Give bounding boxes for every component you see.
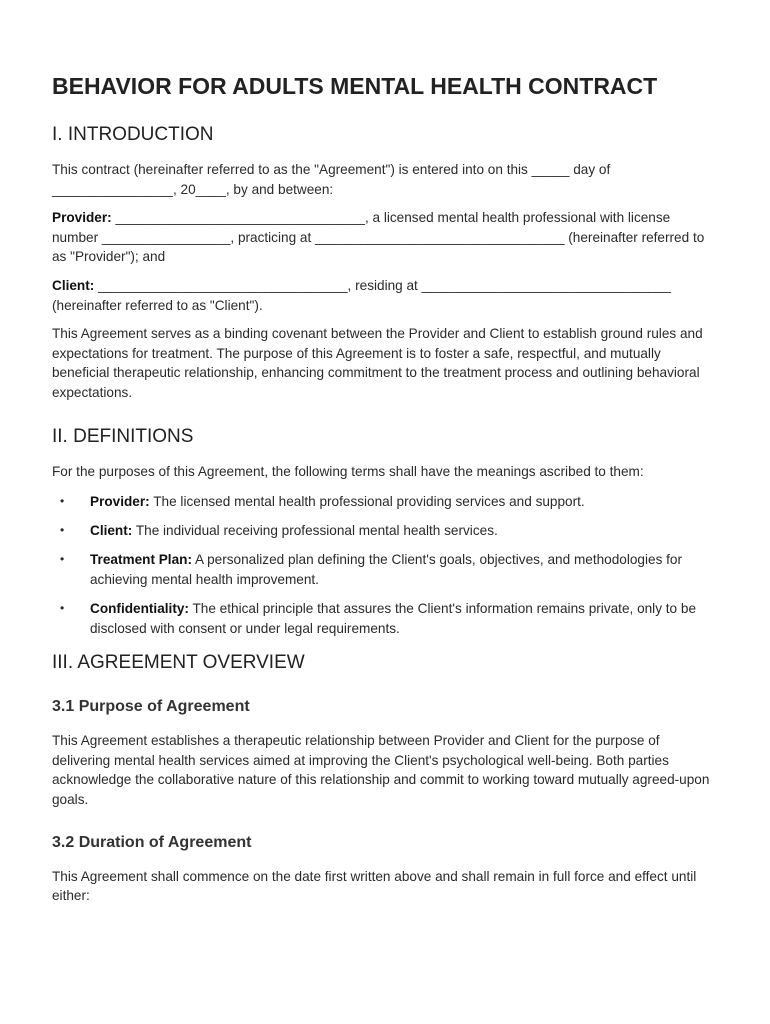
list-item bbox=[52, 599, 718, 638]
bullet-icon: • bbox=[60, 494, 65, 509]
definition-text: The ethical principle that assures the Client's information remains private, only to be disclosed with consent or under legal requirements. bbox=[90, 601, 697, 636]
purpose-text: This Agreement establishes a therapeutic relationship between Provider and Client for the purpose of delivering mental health services aimed at improving the Client's psychological well-being. Both parties acknowledge the collaborative nature of this relationship and commit to working toward mutually agreed-upon goals. bbox=[52, 733, 710, 807]
definition-term: Treatment Plan: bbox=[90, 552, 192, 568]
definition-text: A personalized plan defining the Client's goals, objectives, and methodologies for achieving mental health improvement. bbox=[90, 552, 683, 587]
list-item bbox=[52, 550, 718, 589]
purpose-paragraph: This Agreement serves as a binding covenant between the Provider and Client to establish ground rules and expectations for treatment. The purpose of this Agreement is to foster a safe, respectful, and mutually beneficial therapeutic relationship, enhancing commitment to the treatment process and outlining behavioral expectations. bbox=[52, 326, 703, 400]
definition-text: The individual receiving professional mental health services. bbox=[132, 523, 498, 539]
definitions-intro: For the purposes of this Agreement, the following terms shall have the meanings ascribed to them: bbox=[52, 463, 644, 479]
definition-text: The licensed mental health professional providing services and support. bbox=[149, 494, 585, 510]
definition-term: Confidentiality: bbox=[90, 601, 189, 616]
bullet-icon: • bbox=[60, 523, 65, 538]
duration-subheading: 3.2 Duration of Agreement bbox=[52, 833, 252, 851]
client-paragraph bbox=[52, 276, 718, 315]
bullet-icon: • bbox=[60, 601, 65, 615]
client-label: Client: bbox=[52, 277, 95, 293]
bullet-icon: • bbox=[60, 552, 65, 567]
duration-text: This Agreement shall commence on the date first written above and shall remain in full force and effect until either: bbox=[52, 868, 697, 904]
definition-term: Provider: bbox=[90, 494, 150, 510]
provider-label: Provider: bbox=[52, 210, 112, 226]
client-text: _________________________________, residing at _________________________________ (hereinafter referred to as "Client"). bbox=[52, 277, 672, 313]
document-title: BEHAVIOR FOR ADULTS MENTAL HEALTH CONTRACT bbox=[52, 73, 658, 99]
definition-term: Client: bbox=[90, 523, 133, 539]
provider-paragraph bbox=[52, 208, 718, 267]
definitions-heading: II. DEFINITIONS bbox=[52, 425, 194, 447]
intro-paragraph: This contract (hereinafter referred to as the "Agreement") is entered into on this _____ day of ________________, 20____, by and between: bbox=[52, 162, 611, 197]
provider-text: _________________________________, a licensed mental health professional with license number _________________, practicing at _________________________________ (hereinafter referred to as "Provider"); and bbox=[52, 210, 705, 265]
list-item bbox=[52, 521, 718, 541]
overview-heading: III. AGREEMENT OVERVIEW bbox=[52, 652, 305, 674]
intro-heading: I. INTRODUCTION bbox=[52, 124, 214, 145]
definitions-list bbox=[52, 492, 718, 638]
purpose-subheading: 3.1 Purpose of Agreement bbox=[52, 698, 250, 716]
list-item bbox=[52, 492, 718, 512]
